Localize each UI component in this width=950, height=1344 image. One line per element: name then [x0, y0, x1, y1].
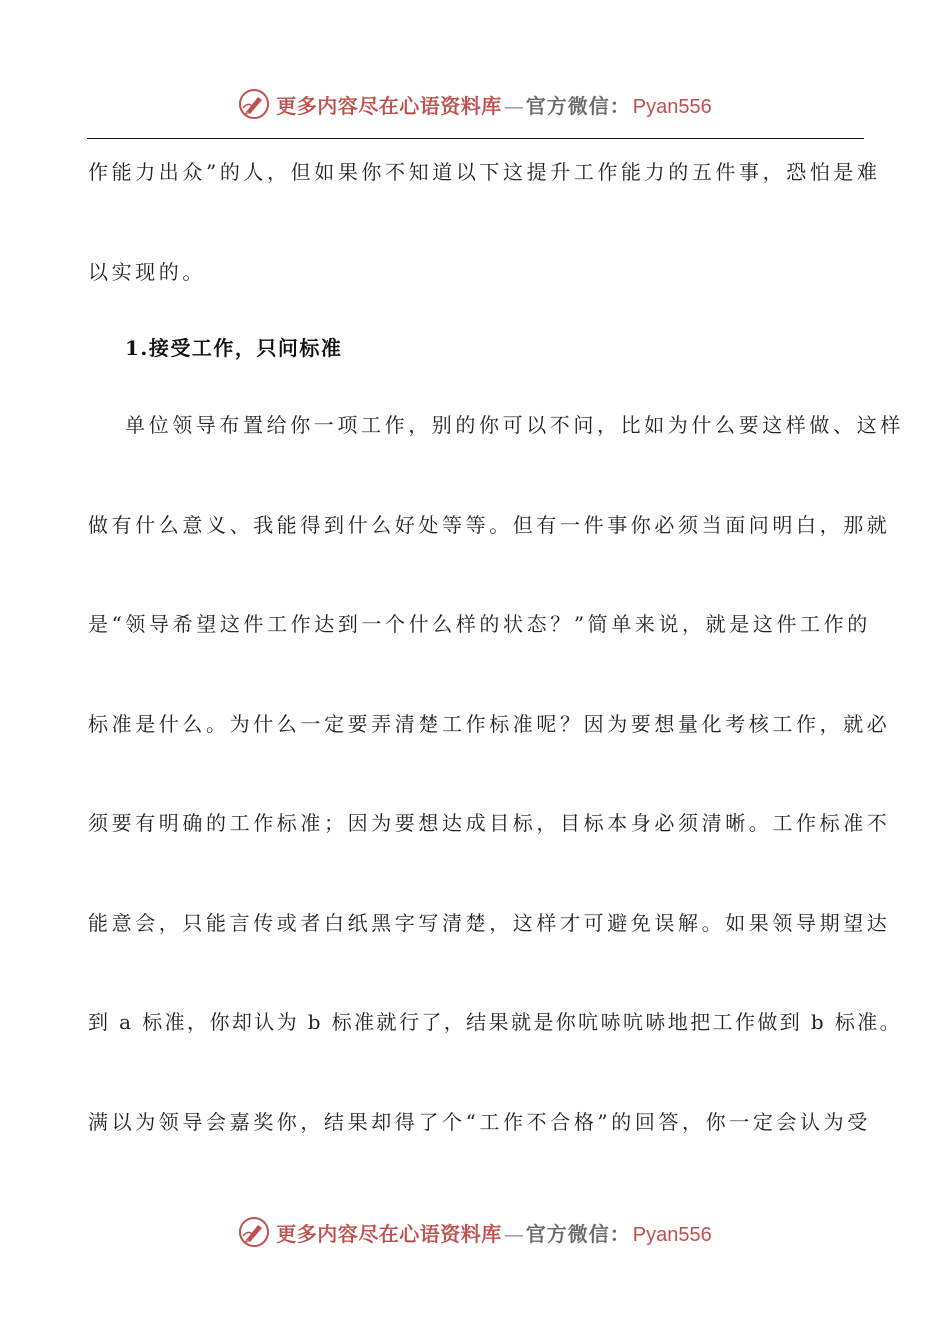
footer-banner: [276, 1218, 711, 1247]
header-banner-title: 更多内容尽在心语资料库: [276, 93, 502, 118]
header-divider: [87, 138, 864, 139]
body-line: 是“领导希望这件工作达到一个什么样的状态？”简单来说，就是这件工作的: [88, 612, 871, 636]
page-footer: [0, 1212, 950, 1252]
header-banner: [276, 90, 711, 119]
body-line: 满以为领导会嘉奖你，结果却得了个“工作不合格”的回答，你一定会认为受: [88, 1110, 871, 1134]
section-heading: 1.接受工作，只问标准: [125, 336, 343, 360]
header-banner-wechat-id: Pyan556: [632, 95, 712, 118]
body-line: 以实现的。: [88, 260, 206, 284]
body-line: 能意会，只能言传或者白纸黑字写清楚，这样才可避免误解。如果领导期望达: [88, 911, 891, 935]
body-line: 到 a 标准，你却认为 b 标准就行了，结果就是你吭哧吭哧地把工作做到 b 标准。: [88, 1010, 903, 1034]
body-line: 做有什么意义、我能得到什么好处等等。但有一件事你必须当面问明白，那就: [88, 513, 891, 537]
body-line: 单位领导布置给你一项工作，别的你可以不问，比如为什么要这样做、这样: [125, 413, 904, 437]
body-line: 须要有明确的工作标准；因为要想达成目标，目标本身必须清晰。工作标准不: [88, 811, 891, 835]
body-line: 标准是什么。为什么一定要弄清楚工作标准呢？因为要想量化考核工作，就必: [88, 712, 891, 736]
footer-banner-wechat-id: Pyan556: [632, 1223, 712, 1246]
footer-banner-dash: —: [503, 1221, 524, 1246]
pen-logo-icon: [238, 88, 270, 120]
pen-logo-icon: [238, 1216, 270, 1248]
body-line: 作能力出众”的人，但如果你不知道以下这提升工作能力的五件事，恐怕是难: [88, 160, 881, 184]
footer-banner-title: 更多内容尽在心语资料库: [276, 1221, 502, 1246]
footer-banner-wechat-label: 官方微信：: [525, 1221, 631, 1246]
header-banner-wechat-label: 官方微信：: [525, 93, 631, 118]
page-header: [0, 84, 950, 124]
header-banner-dash: —: [503, 93, 524, 118]
